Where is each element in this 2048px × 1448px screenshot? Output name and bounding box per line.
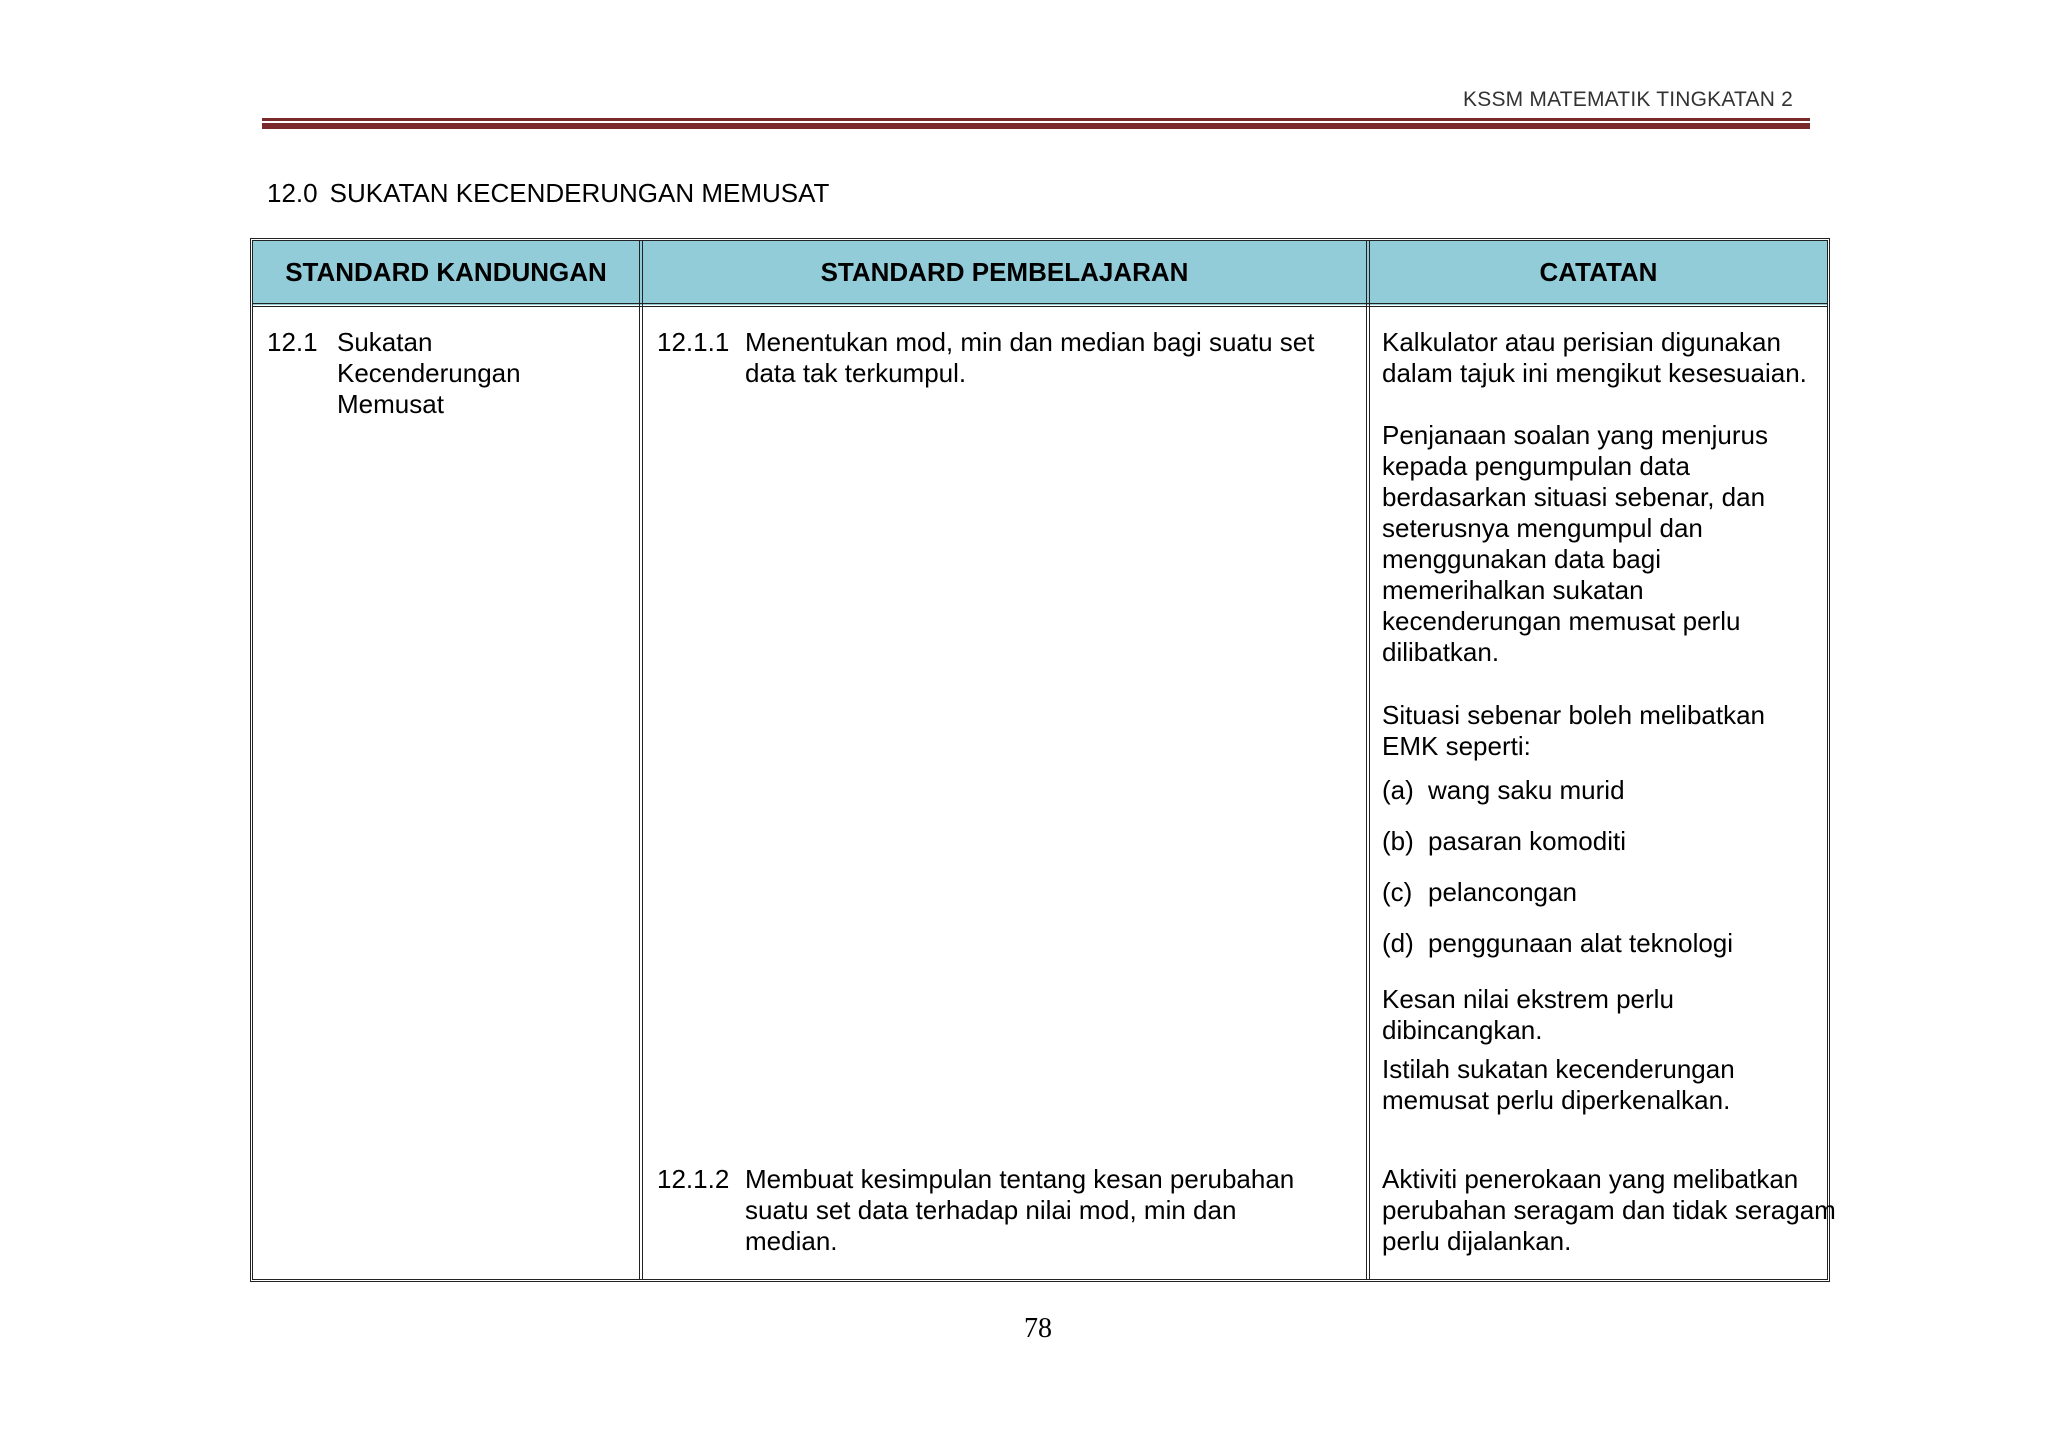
list-marker: (d): [1382, 928, 1414, 958]
list-item: [1382, 826, 1832, 877]
content-standard-item: [267, 327, 607, 420]
table-row: [253, 305, 1827, 1279]
note-exploration-activity: Aktiviti penerokaan yang melibatkan perubahan seragam dan tidak seragam perlu dijalankan.: [1382, 1164, 1836, 1256]
learning-standard-cell: [641, 305, 1368, 1279]
header-notes: CATATAN: [1368, 241, 1827, 305]
learning-standard-text: Membuat kesimpulan tentang kesan perubahan suatu set data terhadap nilai mod, min dan median.: [745, 1164, 1295, 1256]
notes-cell: [1368, 305, 1836, 1279]
section-title-text: SUKATAN KECENDERUNGAN MEMUSAT: [329, 178, 830, 208]
list-text: wang saku murid: [1428, 775, 1625, 805]
list-text: penggunaan alat teknologi: [1428, 928, 1734, 958]
running-head: KSSM MATEMATIK TINGKATAN 2: [1463, 88, 1793, 111]
content-standard-number: 12.1: [267, 327, 318, 357]
header-rule-thick: [262, 123, 1810, 129]
content-standard-cell: [253, 305, 641, 1279]
header-rule-thin: [262, 118, 1810, 121]
note-calculator: Kalkulator atau perisian digunakan dalam tajuk ini mengikut kesesuaian.: [1382, 327, 1807, 388]
note-data-collection: Penjanaan soalan yang menjurus kepada pengumpulan data berdasarkan situasi sebenar, dan seterusnya mengumpul dan menggunakan data bagi memerihalkan sukatan kecenderungan memusat perlu dilibatkan.: [1382, 420, 1768, 667]
learning-standard-item: [657, 327, 1347, 389]
list-marker: (a): [1382, 775, 1414, 805]
note-terminology: Istilah sukatan kecenderungan memusat perlu diperkenalkan.: [1382, 1054, 1735, 1115]
note-extreme-values: Kesan nilai ekstrem perlu dibincangkan.: [1382, 984, 1674, 1045]
learning-standard-number: 12.1.2: [657, 1164, 730, 1194]
list-item: [1382, 775, 1832, 826]
header-content-standard: STANDARD KANDUNGAN: [253, 241, 641, 305]
note-real-situations: Situasi sebenar boleh melibatkan EMK seperti:: [1382, 700, 1766, 761]
page-number: 78: [1024, 1313, 1052, 1344]
learning-standard-number: 12.1.1: [657, 327, 730, 357]
list-text: pelancongan: [1428, 877, 1577, 907]
section-title: [267, 178, 829, 209]
note-list: [1382, 775, 1832, 979]
list-text: pasaran komoditi: [1428, 826, 1626, 856]
list-marker: (b): [1382, 826, 1414, 856]
standards-table: [250, 238, 1836, 1282]
content-standard-text: Sukatan Kecenderungan Memusat: [337, 327, 521, 419]
learning-standard-item: [657, 1164, 1347, 1257]
header-learning-standard: STANDARD PEMBELAJARAN: [641, 241, 1368, 305]
list-item: [1382, 877, 1832, 928]
list-item: [1382, 928, 1832, 979]
section-number: 12.0: [267, 178, 318, 208]
list-marker: (c): [1382, 877, 1413, 907]
table-header-row: [253, 241, 1827, 305]
learning-standard-text: Menentukan mod, min dan median bagi suatu set data tak terkumpul.: [745, 327, 1315, 388]
